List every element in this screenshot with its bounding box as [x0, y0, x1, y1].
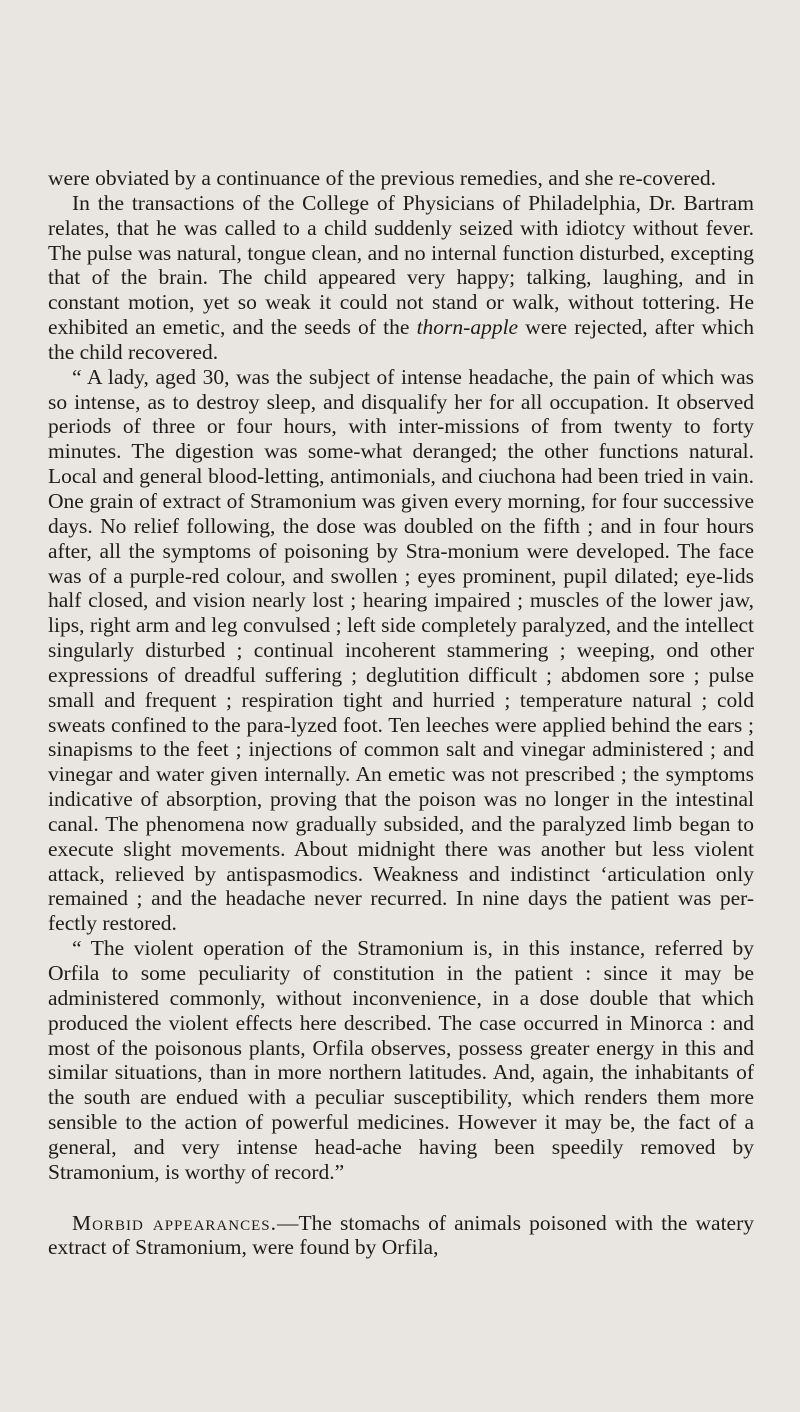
- paragraph-orfila-commentary: “ The violent operation of the Stramonium is, in this instance, referred by Orfila to some peculiarity of constitution in the patient : since it may be administered commonly, without inconvenience, in a dose double that which produced the violent effects here described. The case occurred in Minorca : and most of the poisonous plants, Orfila observes, possess greater energy in this and similar situations, than in more northern latitudes. And, again, the inhabitants of the south are endued with a peculiar susceptibility, which renders them more sensible to the action of powerful medicines. However it may be, the fact of a general, and very intense head-ache having been speedily removed by Stramonium, is worthy of record.”: [48, 936, 754, 1184]
- paragraph-continuation: were obviated by a continuance of the previous remedies, and she re-covered.: [48, 166, 717, 190]
- paragraph-text: —The stomachs of animals poisoned with the watery extract of Stramonium, were found by Orfila,: [48, 1210, 755, 1260]
- paragraph-bartram-case: [48, 191, 754, 365]
- paragraph-text: In the transactions of the College of Physicians of Philadelphia, Dr. Bartram relates, that he was called to a child suddenly seized with idiotcy without fever. The pulse was natural, tongue clean, and no internal function disturbed, excepting that of the brain. The child appeared very happy; talking, laughing, and in constant motion, yet so weak it could not stand or walk, without tottering. He exhibited an emetic, and the seeds of the: [48, 190, 754, 340]
- paragraph-lady-case: “ A lady, aged 30, was the subject of intense headache, the pain of which was so intense, as to destroy sleep, and disqualify her for all occupation. It observed periods of three or four hours, with inter-missions of from twenty to forty minutes. The digestion was some-what deranged; the other functions natural. Local and general blood-letting, antimonials, and ciuchona had been tried in vain. One grain of extract of Stramonium was given every morning, for four successive days. No relief following, the dose was doubled on the fifth ; and in four hours after, all the symptoms of poisoning by Stra-monium were developed. The face was of a purple-red colour, and swollen ; eyes prominent, pupil dilated; eye-lids half closed, and vision nearly lost ; hearing impaired ; muscles of the lower jaw, lips, right arm and leg convulsed ; left side completely paralyzed, and the intellect singularly disturbed ; continual incoherent stammering ; weeping, ond other expressions of dreadful suffering ; deglutition difficult ; abdomen sore ; pulse small and frequent ; respiration tight and hurried ; temperature natural ; cold sweats confined to the para-lyzed foot. Ten leeches were applied behind the ears ; sinapisms to the feet ; injections of common salt and vinegar administered ; and vinegar and water given internally. An emetic was not prescribed ; the symptoms indicative of absorption, proving that the poison was no longer in the intestinal canal. The phenomena now gradually subsided, and the paralyzed limb began to execute slight movements. About midnight there was another but less violent attack, relieved by antispasmodics. Weakness and indistinct ‘articulation only remained ; and the headache never recurred. In nine days the patient was per-fectly restored.: [48, 364, 754, 936]
- section-gap: [48, 1185, 754, 1211]
- paragraph-morbid-appearances: [48, 1211, 754, 1261]
- section-heading: Morbid appearances.: [72, 1210, 277, 1235]
- paragraph-text: were rejected, after which the child recovered.: [48, 315, 754, 364]
- italic-term: thorn-apple: [416, 315, 519, 340]
